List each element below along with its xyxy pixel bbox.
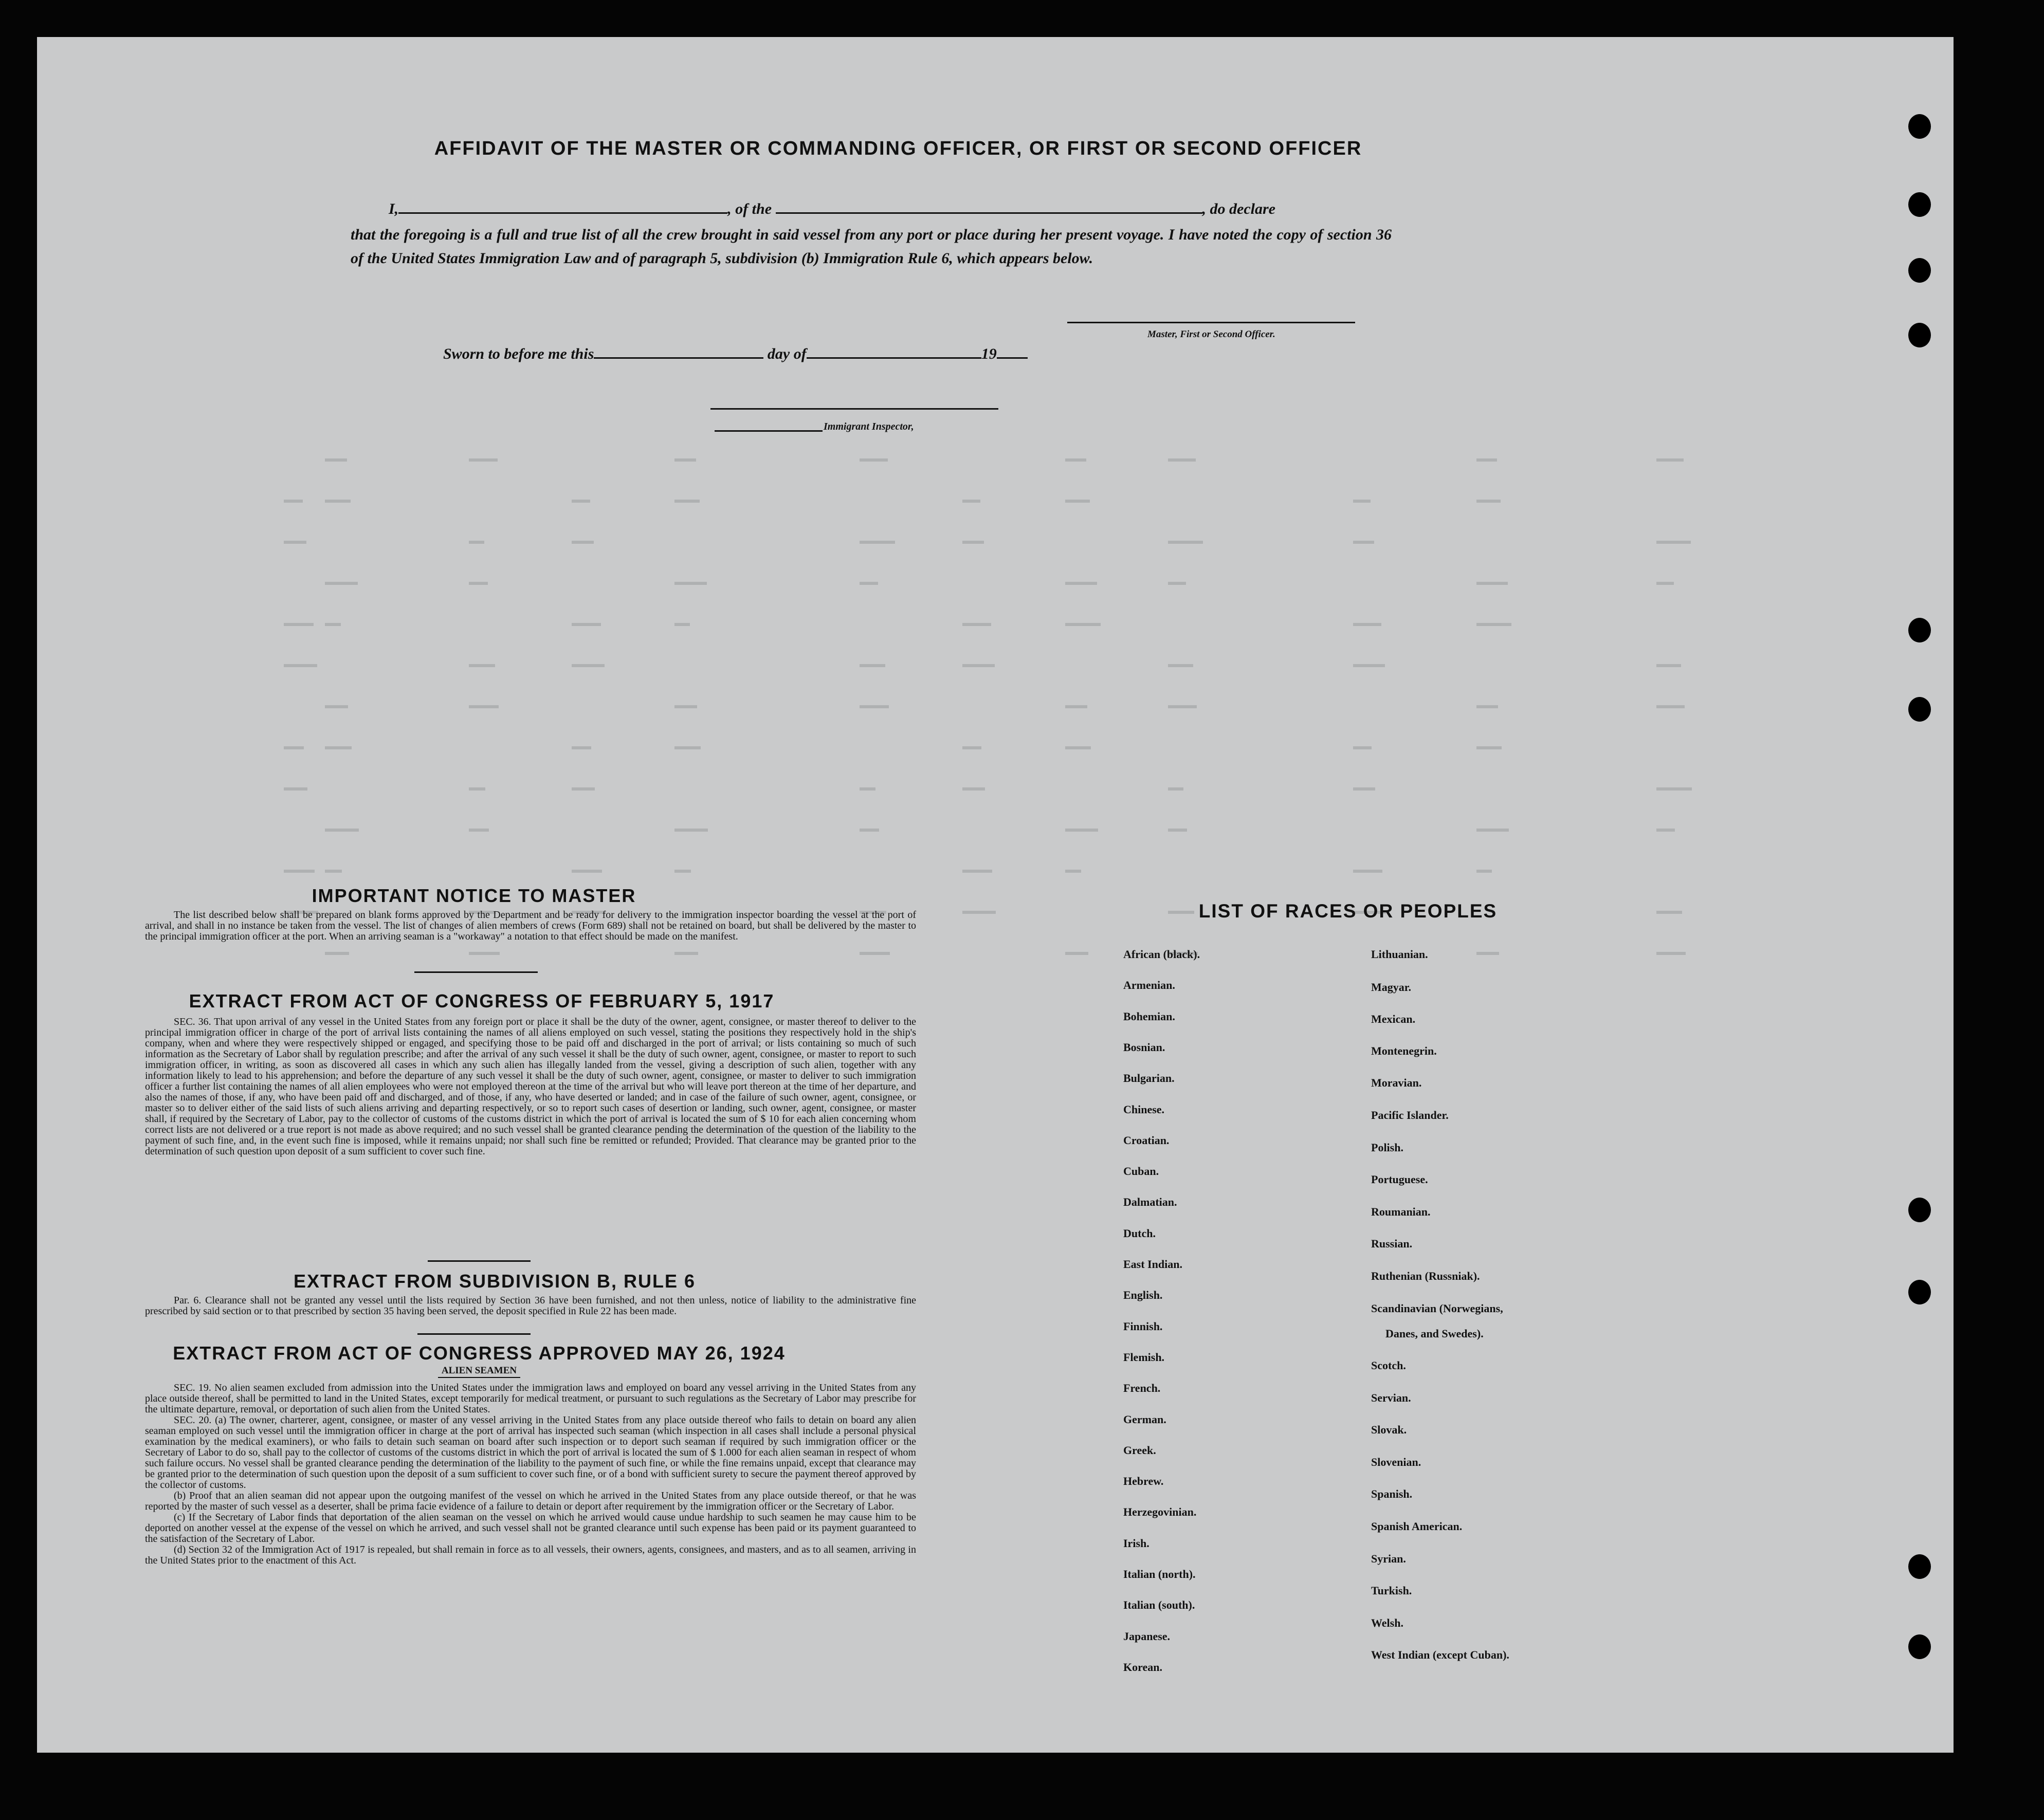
race-item: Syrian. [1371,1552,1406,1565]
sworn-line [443,345,1028,363]
ghost-mark [1353,623,1381,626]
race-item: Bulgarian. [1123,1072,1175,1084]
race-item: Magyar. [1371,981,1412,994]
ghost-mark [674,746,701,749]
ghost-mark [469,664,495,667]
race-item: Irish. [1123,1537,1149,1550]
ghost-mark [1065,705,1087,708]
do-declare-label: , do declare [1202,200,1275,217]
notice-title: IMPORTANT NOTICE TO MASTER [312,885,636,906]
ghost-mark [674,582,707,585]
ghost-mark [860,952,890,955]
race-item: Greek. [1123,1444,1156,1457]
ghost-mark [1656,541,1691,544]
ghost-mark [284,787,307,790]
notice-divider [414,971,538,973]
race-item: Russian. [1371,1237,1413,1250]
sworn-label: Sworn to before me this [443,345,594,362]
ghost-mark [1476,829,1509,832]
race-item: Bosnian. [1123,1041,1165,1054]
ghost-mark [469,787,485,790]
ghost-mark [1353,787,1375,790]
binder-hole [1908,1554,1931,1579]
race-item: Pacific Islander. [1371,1109,1449,1122]
ghost-mark [469,705,499,708]
ghost-mark [325,870,342,873]
ghost-mark [469,829,489,832]
race-item: Japanese. [1123,1630,1171,1643]
sworn-month-blank [807,357,981,359]
ghost-mark [469,582,488,585]
ghost-mark [1656,458,1684,462]
year-blank [997,357,1028,359]
declarant-name-blank [398,212,727,214]
ghost-mark [284,541,306,544]
ghost-mark [674,623,690,626]
ghost-mark [962,911,996,914]
ghost-mark [962,541,984,544]
ghost-mark [284,870,315,873]
race-item: Servian. [1371,1391,1411,1404]
race-item: East Indian. [1123,1258,1182,1271]
ghost-mark [1168,787,1183,790]
races-title: LIST OF RACES OR PEOPLES [1198,900,1498,922]
ghost-mark [1065,952,1088,955]
ghost-mark [1656,705,1685,708]
ghost-mark [1065,870,1081,873]
ghost-mark [860,541,895,544]
ghost-mark [325,746,352,749]
ghost-mark [860,458,888,462]
ghost-mark [1476,952,1499,955]
ghost-mark [284,500,303,503]
ghost-mark [325,705,348,708]
ghost-mark [325,623,341,626]
ghost-mark [1168,541,1203,544]
binder-hole [1908,114,1931,139]
extract-1924-title: EXTRACT FROM ACT OF CONGRESS APPROVED MAY 26, 1924 [173,1343,786,1364]
sec-20b-paragraph: (b) Proof that an alien seaman did not appear upon the outgoing manifest of the vessel on which he arrived in the United States from any place outside thereof, or that he was reported by the master of such vessel as a deserter, shall be prima facie evidence of a failure to detain or deport after requirement by the immigration officer or the Secretary of Labor. [145,1490,916,1512]
extract-rule6-title: EXTRACT FROM SUBDIVISION B, RULE 6 [293,1271,696,1292]
ghost-mark [1476,582,1508,585]
ghost-mark [469,458,498,462]
race-item: Spanish. [1371,1487,1413,1500]
extract-1917-divider [428,1260,531,1262]
sec-20a-paragraph: SEC. 20. (a) The owner, charterer, agent, consignee, or master of any vessel arriving in the United States from any place outside thereof who fails to detain on board any alien seaman employed on such vessel until the immigration officer in charge at the port of arrival has inspected such seaman (which inspection in all cases shall include a personal physical examination by the medical examiners), or who fails to detain such seaman on board after such inspection or to deport such seaman if required by such immigration officer or the Secretary of Labor to do so, shall pay to the collector of customs of the customs district in which the port of arrival is located the sum of $ 1.000 for each alien seaman in respect of whom such failure occurs. No vessel shall be granted clearance pending the determination of the liability to the payment of such fine, or while the fine remains unpaid, except that clearance may be granted prior to the determination of such question upon the deposit of a sum sufficient to cover such fine, or of a bond with sufficient surety to secure the payment thereof approved by the collector of customs. [145,1414,916,1491]
ghost-mark [325,582,358,585]
form-sheet [37,37,1954,1753]
ghost-mark [1065,623,1101,626]
sec-19-paragraph: SEC. 19. No alien seamen excluded from admission into the United States under the immigration laws and employed on board any vessel arriving in the United States from any place outside thereof, shall be permitted to land in the United States, except temporarily for medical treatment, or pursuant to such regulations as the Secretary of Labor may prescribe for the ultimate departure, removal, or deportation of such alien from the United States. [145,1382,916,1415]
ghost-mark [1476,500,1501,503]
notice-paragraph: The list described below shall be prepared on blank forms approved by the Department and be ready for delivery to the immigration inspector boarding the vessel at the port of arrival, and shall in no instance be taken from the vessel. The list of changes of alien members of crews (Form 689) shall not be retained on board, but shall be delivered by the master to the principal immigration officer at the port. When an arriving seaman is a "workaway" a notation to that effect should be made on the manifest. [145,909,916,942]
ghost-mark [860,787,875,790]
rule6-paragraph: Par. 6. Clearance shall not be granted any vessel until the lists required by Section 36 have been furnished, and not then unless, notice of liability to the administrative fine prescribed by said section or to that prescribed by section 35 having been served, the deposit specified in Rule 22 has been made. [145,1295,916,1317]
ghost-mark [284,623,314,626]
sworn-day-blank [594,357,763,359]
ghost-mark [1168,458,1196,462]
ghost-mark [1353,664,1385,667]
race-item: Italian (north). [1123,1568,1196,1580]
extract-rule6-divider [417,1333,531,1335]
ghost-mark [674,829,708,832]
ghost-mark [962,746,981,749]
ghost-mark [1476,705,1498,708]
race-item: West Indian (except Cuban). [1371,1648,1509,1661]
ghost-mark [572,664,605,667]
ghost-mark [674,705,697,708]
signature-line [1067,322,1355,323]
ghost-mark [325,829,359,832]
binder-hole [1908,697,1931,722]
sec-20d-paragraph: (d) Section 32 of the Immigration Act of 1917 is repealed, but shall remain in force as to all vessels, their owners, agents, consignees, and masters, and as to all seamen, arriving in the United States prior to the enactment of this Act. [145,1544,916,1566]
ghost-mark [962,664,995,667]
ghost-mark [1476,458,1497,462]
race-item: Danes, and Swedes). [1385,1327,1484,1340]
race-item: Herzegovinian. [1123,1505,1197,1518]
inspector-signature-line [710,408,998,410]
ghost-mark [1168,705,1197,708]
ghost-mark [1656,829,1675,832]
ghost-mark [325,500,351,503]
race-item: Finnish. [1123,1320,1163,1333]
declarant-i-label: I, [389,200,399,217]
race-item: Flemish. [1123,1351,1165,1364]
ghost-mark [1168,664,1193,667]
inspector-caption-line [715,430,823,432]
race-item: Ruthenian (Russniak). [1371,1270,1480,1282]
ghost-mark [1065,829,1098,832]
ghost-mark [962,870,992,873]
ghost-mark [572,500,590,503]
ghost-mark [860,664,885,667]
extract-1924-subtitle: ALIEN SEAMEN [441,1365,517,1376]
ghost-mark [1168,582,1186,585]
of-the-label: , of the [727,200,772,217]
ghost-mark [860,705,889,708]
race-item: Montenegrin. [1371,1044,1437,1057]
year-label: 19 [981,345,997,362]
ghost-mark [1656,787,1692,790]
ghost-mark [1353,746,1372,749]
ghost-mark [1353,500,1371,503]
position-blank [776,212,1202,214]
race-item: Spanish American. [1371,1520,1463,1533]
ghost-mark [1353,541,1374,544]
binder-hole [1908,258,1931,283]
ghost-mark [962,500,980,503]
extract-1917-text [145,1017,916,1157]
race-item: Lithuanian. [1371,948,1428,961]
race-item: Polish. [1371,1141,1403,1154]
ghost-mark [674,870,691,873]
sec-20c-paragraph: (c) If the Secretary of Labor finds that deportation of the alien seaman on the vessel on which he arrived would cause undue hardship to such seamen he may cause him to be deported on another vessel at the expense of the vessel on which he arrived, and such vessel shall not be granted clearance until such expense has been paid or its payment guaranteed to the satisfaction of the Secretary of Labor. [145,1512,916,1545]
binder-hole [1908,1198,1931,1222]
extract-1917-title: EXTRACT FROM ACT OF CONGRESS OF FEBRUARY 5, 1917 [189,990,775,1012]
race-item: English. [1123,1289,1163,1301]
ghost-mark [284,664,317,667]
race-item: Chinese. [1123,1103,1165,1116]
ghost-mark [284,746,304,749]
race-item: Dutch. [1123,1227,1156,1240]
race-item: Dalmatian. [1123,1196,1177,1208]
ghost-mark [1656,952,1686,955]
race-item: Turkish. [1371,1584,1412,1597]
ghost-mark [572,541,594,544]
ghost-mark [674,952,698,955]
ghost-mark [325,952,349,955]
race-item: Hebrew. [1123,1475,1164,1487]
race-item: Korean. [1123,1661,1162,1674]
inspector-caption: Immigrant Inspector, [824,421,914,432]
ghost-mark [962,623,991,626]
race-item: Slovenian. [1371,1456,1421,1468]
ghost-mark [325,458,347,462]
ghost-mark [1065,500,1090,503]
ghost-mark [1353,870,1382,873]
ghost-mark [469,541,484,544]
binder-hole [1908,1634,1931,1659]
ghost-mark [1065,458,1086,462]
day-of-label: day of [767,345,807,362]
binder-hole [1908,192,1931,217]
ghost-mark [1476,746,1502,749]
race-item: African (black). [1123,948,1200,961]
ghost-mark [1065,746,1091,749]
ghost-mark [1476,870,1492,873]
race-item: Scotch. [1371,1359,1406,1372]
ghost-mark [962,787,985,790]
section-36-paragraph: SEC. 36. That upon arrival of any vessel in the United States from any foreign port or place it shall be the duty of the owner, agent, consignee, or master thereof to deliver to the principal immigration officer in charge of the port of arrival lists containing the names of all aliens employed on such vessel, stating the positions they respectively hold in the ship's company, when and where they were respectively shipped or engaged, and specifying those to be paid off and discharged in the port of arrival; or lists containing so much of such information as the Secretary of Labor shall by regulation prescribe; and after the arrival of any such vessel it shall be the duty of such owner, agent, consignee, or master to report to such immigration officer, in writing, as soon as discovered all cases in which any such alien has illegally landed from the vessel, giving a description of such alien, together with any information likely to lead to his apprehension; and before the departure of any such vessel it shall be the duty of such owner, agent, consignee, or master to deliver to such immigration officer a further list containing the names of all alien employees who were not employed thereon at the time of the arrival but who will leave port thereon at the time of her departure, and also the names of those, if any, who have been paid off and discharged, and of those, if any, who have deserted or landed; and in case of the failure of such owner, agent, consignee, or master so to deliver either of the said lists of such aliens arriving and departing respectively, or so to report such cases of desertion or landing, such owner, agent, consignee, or master shall, if required by the Secretary of Labor, pay to the collector of customs of the customs district in which the port of arrival is located the sum of $ 10 for each alien concerning whom correct lists are not delivered or a true report is not made as above required; and no such vessel shall be granted clearance pending the determination of the question of the liability to the payment of such fine, and, in the event such fine is imposed, while it remains unpaid; nor shall such fine be remitted or refunded; Provided. That clearance may be granted prior to the determination of such question upon deposit of a sum sufficient to cover such fine. [145,1016,916,1157]
affidavit-body: that the foregoing is a full and true list of all the crew brought in said vessel from any port or place during her present voyage. I have noted the copy of section 36 of the United States Immigration Law and of paragraph 5, subdivision (b) Immigration Rule 6, which appears below. [351,226,1392,267]
extract-1924-subtitle-rule [438,1377,520,1378]
ghost-mark [572,746,591,749]
race-item: French. [1123,1382,1161,1394]
binder-hole [1908,618,1931,642]
race-item: Roumanian. [1371,1205,1431,1218]
ghost-mark [860,582,878,585]
signature-caption: Master, First or Second Officer. [1147,329,1275,340]
race-item: Croatian. [1123,1134,1170,1147]
race-item: Italian (south). [1123,1598,1195,1611]
race-item: Cuban. [1123,1165,1159,1178]
ghost-mark [1656,911,1682,914]
ghost-mark [1065,582,1097,585]
declarant-line [389,200,1396,218]
binder-hole [1908,323,1931,347]
ghost-mark [674,500,700,503]
ghost-mark [1656,664,1681,667]
ghost-mark [860,829,879,832]
ghost-mark [572,870,602,873]
race-item: German. [1123,1413,1166,1426]
ghost-mark [1656,582,1674,585]
race-item: Slovak. [1371,1423,1407,1436]
race-item: Armenian. [1123,979,1175,991]
affidavit-title: AFFIDAVIT OF THE MASTER OR COMMANDING OFFICER, OR FIRST OR SECOND OFFICER [434,138,1362,159]
ghost-mark [1168,829,1187,832]
race-item: Moravian. [1371,1076,1422,1089]
race-item: Welsh. [1371,1616,1403,1629]
race-item: Portuguese. [1371,1173,1428,1186]
extract-rule6-text [145,1295,916,1317]
ghost-mark [1476,623,1511,626]
binder-hole [1908,1280,1931,1304]
race-item: Mexican. [1371,1013,1416,1025]
ghost-mark [572,623,601,626]
race-item: Scandinavian (Norwegians, [1371,1302,1503,1315]
race-item: Bohemian. [1123,1010,1175,1023]
ghost-mark [572,787,595,790]
binder-holes [1898,37,1954,1753]
ghost-mark [469,952,500,955]
notice-text [145,910,916,942]
ghost-mark [674,458,696,462]
extract-1924-text [145,1383,916,1566]
